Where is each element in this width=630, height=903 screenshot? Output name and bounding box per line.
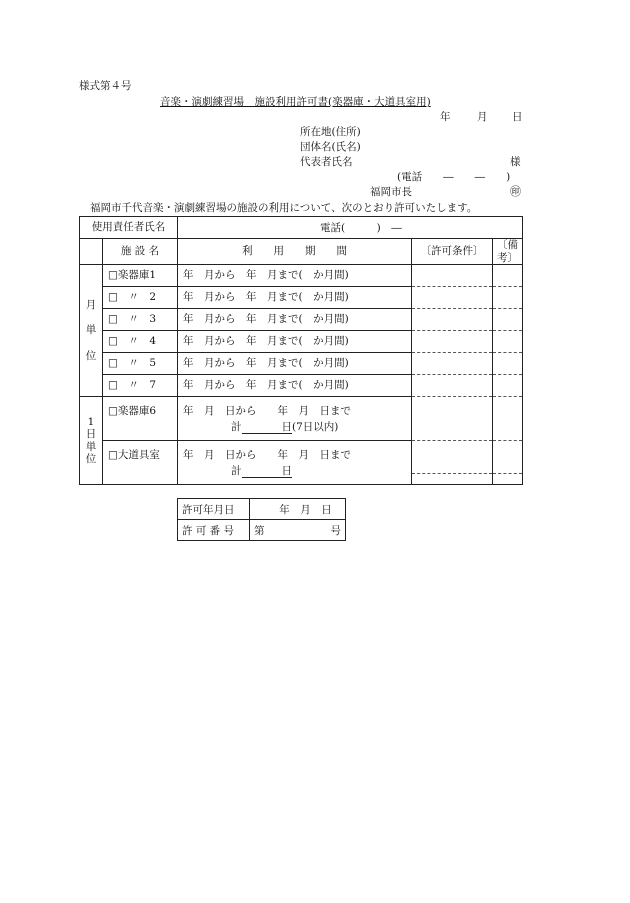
conditions-cell[interactable] bbox=[412, 287, 493, 309]
conditions-cell[interactable] bbox=[412, 309, 493, 331]
group-label: 団体名(氏名) bbox=[300, 141, 361, 153]
remarks-cell[interactable] bbox=[493, 375, 523, 397]
remarks-cell[interactable] bbox=[493, 331, 523, 353]
period-cell: 年 月から 年 月まで( か月間) bbox=[178, 287, 412, 309]
daily-unit-label: 1 日 単 位 bbox=[80, 397, 103, 485]
remarks-cell[interactable] bbox=[493, 441, 523, 485]
header-conditions: 〔許可条件〕 bbox=[412, 239, 493, 265]
conditions-cell[interactable] bbox=[412, 441, 493, 485]
phone-line: (電話 ― ― ) bbox=[397, 171, 511, 183]
facility-item[interactable]: □ 〃 4 bbox=[103, 331, 178, 353]
remarks-cell[interactable] bbox=[493, 397, 523, 441]
period-cell: 年 月から 年 月まで( か月間) bbox=[178, 375, 412, 397]
permit-date-value[interactable]: 年 月 日 bbox=[250, 499, 346, 520]
facility-item[interactable]: □大道具室 bbox=[103, 441, 178, 485]
facility-item[interactable]: □ 〃 3 bbox=[103, 309, 178, 331]
header-blank bbox=[80, 239, 103, 265]
permit-number-value[interactable] bbox=[250, 520, 346, 541]
permit-number-label: 許 可 番 号 bbox=[178, 520, 250, 541]
phone-label: 電話( ) ― bbox=[320, 222, 402, 234]
header-period: 利 用 期 間 bbox=[178, 239, 412, 265]
period-cell: 年 月 日から 年 月 日まで 計 日 bbox=[178, 441, 412, 485]
facility-item[interactable]: □ 〃 7 bbox=[103, 375, 178, 397]
period-cell: 年 月から 年 月まで( か月間) bbox=[178, 331, 412, 353]
conditions-cell[interactable] bbox=[412, 265, 493, 287]
intro-text: 福岡市千代音楽・演劇練習場の施設の利用について、次のとおり許可いたします。 bbox=[90, 202, 478, 214]
honorific: 様 bbox=[510, 156, 521, 168]
permit-number-prefix: 第 bbox=[254, 524, 265, 537]
period-cell: 年 月から 年 月まで( か月間) bbox=[178, 309, 412, 331]
mayor-label: 福岡市長 bbox=[370, 186, 412, 198]
facility-item[interactable]: □ 〃 2 bbox=[103, 287, 178, 309]
period-cell: 年 月 日から 年 月 日まで 計 日(7日以内) bbox=[178, 397, 412, 441]
date-year: 年 bbox=[440, 111, 451, 123]
facility-item[interactable]: □楽器庫1 bbox=[103, 265, 178, 287]
facility-item[interactable]: □楽器庫6 bbox=[103, 397, 178, 441]
rep-label: 代表者氏名 bbox=[300, 156, 353, 168]
seal-icon: ㊞ bbox=[510, 185, 521, 198]
conditions-cell[interactable] bbox=[412, 331, 493, 353]
responsible-cell[interactable] bbox=[178, 217, 523, 239]
permit-number-suffix: 号 bbox=[330, 524, 341, 537]
header-remarks: 〔備考〕 bbox=[493, 239, 523, 265]
monthly-unit-label: 月 単 位 bbox=[80, 265, 103, 397]
conditions-cell[interactable] bbox=[412, 353, 493, 375]
usage-table bbox=[79, 216, 523, 485]
period-cell: 年 月から 年 月まで( か月間) bbox=[178, 353, 412, 375]
remarks-cell[interactable] bbox=[493, 265, 523, 287]
facility-item[interactable]: □ 〃 5 bbox=[103, 353, 178, 375]
responsible-label: 使用責任者氏名 bbox=[80, 217, 178, 239]
remarks-cell[interactable] bbox=[493, 353, 523, 375]
form-number: 様式第４号 bbox=[79, 80, 132, 92]
header-facility: 施 設 名 bbox=[103, 239, 178, 265]
address-label: 所在地(住所) bbox=[300, 126, 361, 138]
date-day: 日 bbox=[512, 111, 523, 123]
permit-date-label: 許可年月日 bbox=[178, 499, 250, 520]
period-cell: 年 月から 年 月まで( か月間) bbox=[178, 265, 412, 287]
permit-table bbox=[177, 498, 346, 541]
date-month: 月 bbox=[477, 111, 488, 123]
remarks-cell[interactable] bbox=[493, 309, 523, 331]
page-title: 音楽・演劇練習場 施設利用許可書(楽器庫・大道具室用) bbox=[160, 96, 431, 108]
conditions-cell[interactable] bbox=[412, 375, 493, 397]
conditions-cell[interactable] bbox=[412, 397, 493, 441]
remarks-cell[interactable] bbox=[493, 287, 523, 309]
